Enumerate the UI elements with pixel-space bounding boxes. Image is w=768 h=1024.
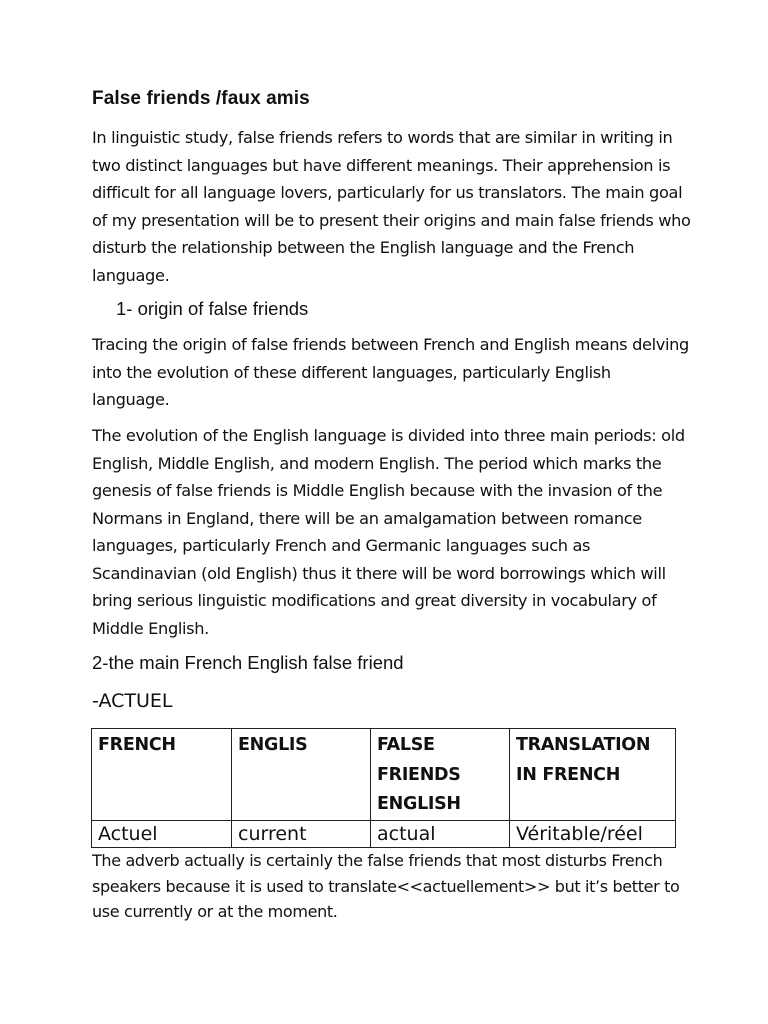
explanation-paragraph: The adverb actually is certainly the false friends that most disturbs French speakers because it is used to translate<<actuellement>> but it’s better to use currently or at the moment.: [92, 851, 680, 921]
intro-paragraph: In linguistic study, false friends refers to words that are similar in writing in two distinct languages but have different meanings. Their apprehension is difficult for all language lovers, particularly for us translators. The main goal of my presentation will be to present their origins and main false friends who disturb the relationship between the English language and the French language.: [92, 128, 691, 285]
table-cell: actual: [371, 820, 510, 847]
table-header-cell: TRANSLATION IN FRENCH: [510, 729, 676, 821]
table-cell: Actuel: [92, 820, 232, 847]
origin-paragraph-2: The evolution of the English language is divided into three main periods: old English, Middle English, and modern English. The period which marks the genesis of false friends is Middle English because with the invasion of the Normans in England, there will be an amalgamation between romance languages, particularly French and Germanic languages such as Scandinavian (old English) thus it there will be word borrowings which will bring serious linguistic modifications and great diversity in vocabulary of Middle English.: [92, 426, 685, 638]
table-cell: Véritable/réel: [510, 820, 676, 847]
section-heading-origin: 1- origin of false friends: [116, 298, 309, 319]
table-header-cell: ENGLIS: [232, 729, 371, 821]
word-subheading: -ACTUEL: [92, 690, 173, 712]
false-friends-table: [91, 728, 676, 848]
origin-paragraph-1: Tracing the origin of false friends between French and English means delving into the evolution of these different languages, particularly English language.: [92, 335, 689, 409]
table-header-cell: FALSE FRIENDS ENGLISH: [371, 729, 510, 821]
table-header-row: [92, 729, 676, 821]
table-header-cell: FRENCH: [92, 729, 232, 821]
section-heading-false-friends: 2-the main French English false friend: [92, 652, 404, 673]
table-cell: current: [232, 820, 371, 847]
table-row: [92, 820, 676, 847]
document-title: False friends /faux amis: [92, 88, 310, 109]
